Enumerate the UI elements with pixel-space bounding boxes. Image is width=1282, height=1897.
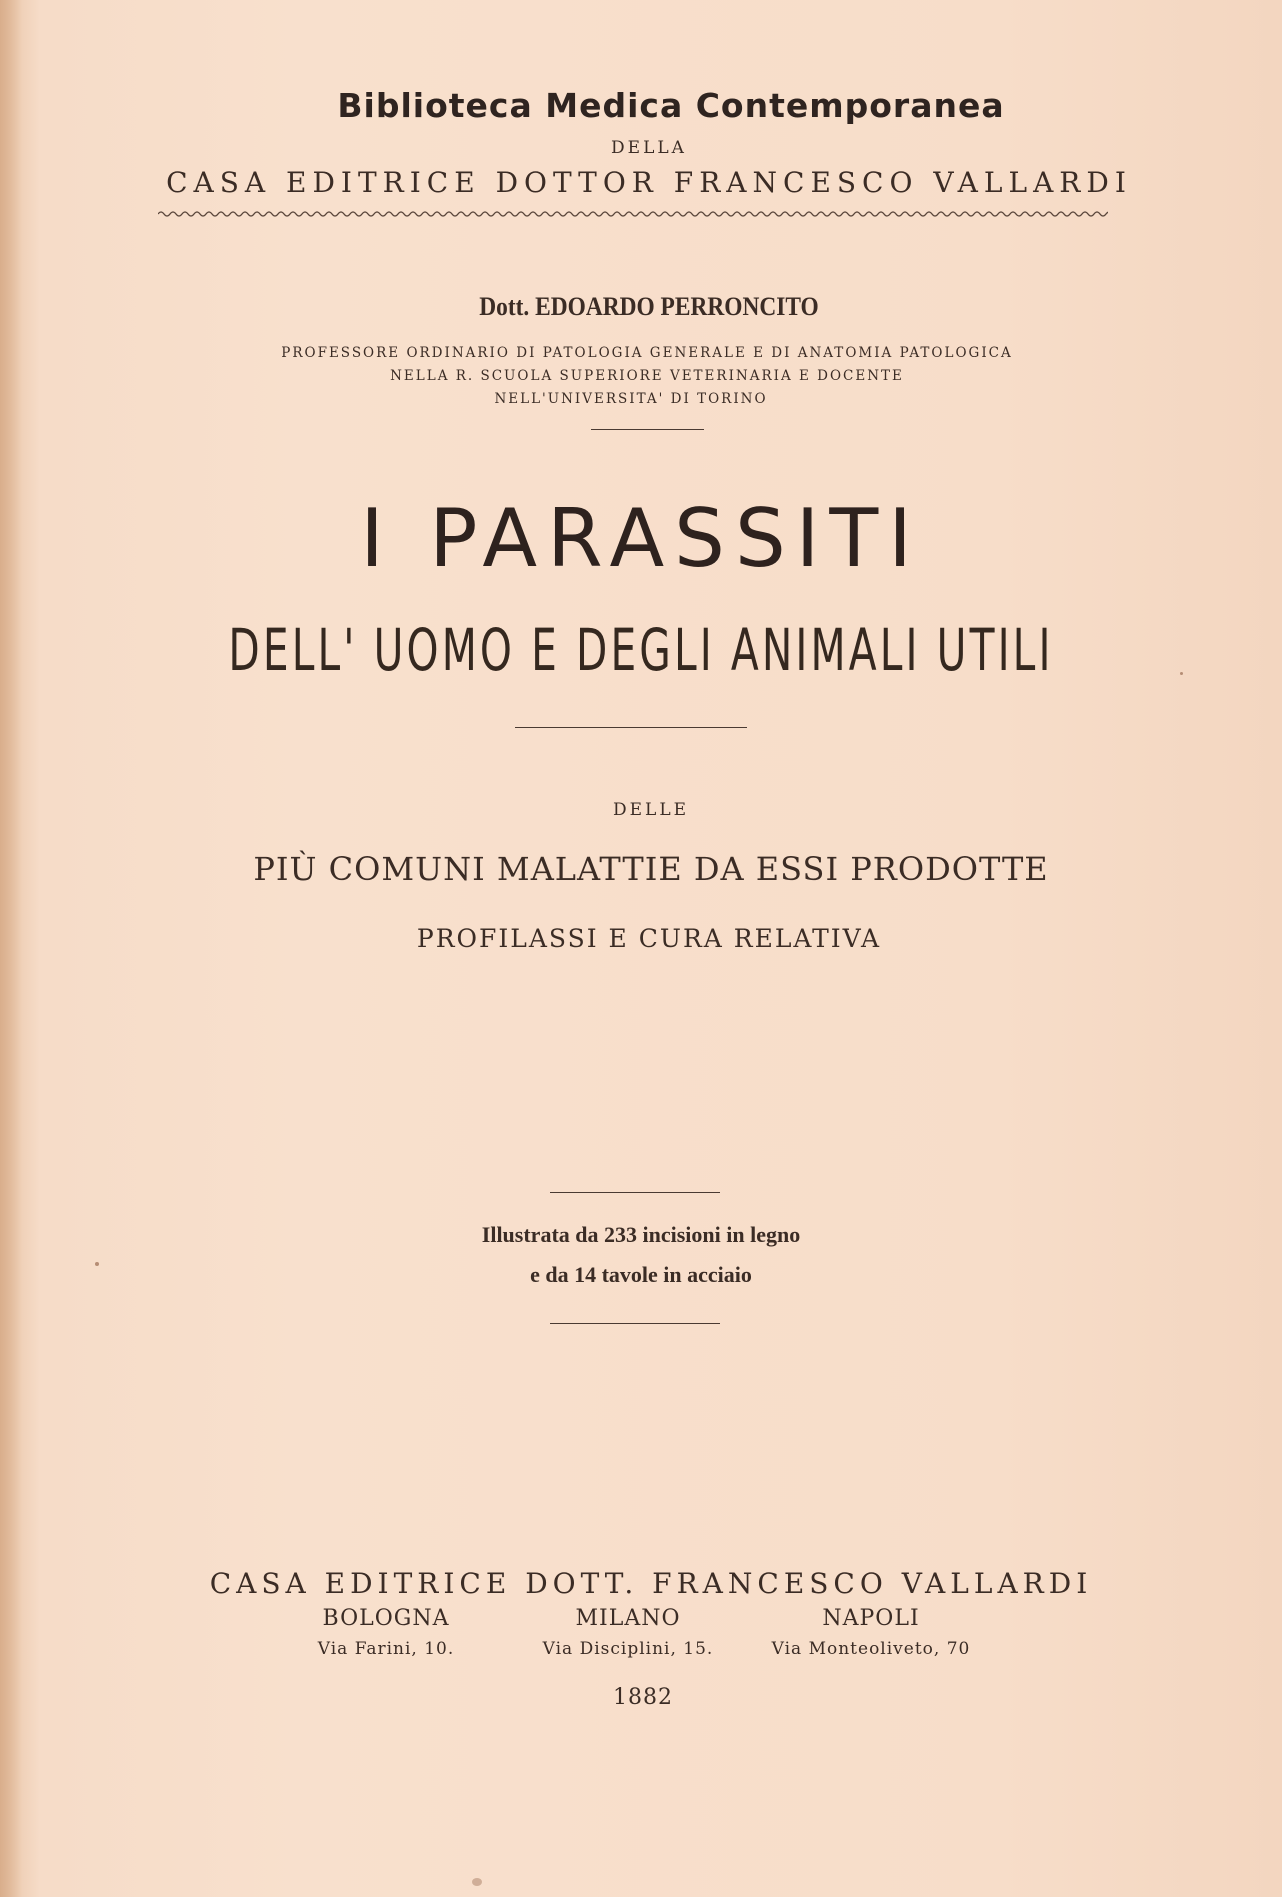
city-address: Via Monteoliveto, 70 xyxy=(771,1639,971,1659)
city-bologna xyxy=(256,1606,516,1659)
city-name: MILANO xyxy=(575,1606,681,1631)
publication-year: 1882 xyxy=(613,1685,673,1710)
city-name: NAPOLI xyxy=(822,1606,920,1631)
author-name: Dott. EDOARDO PERRONCITO xyxy=(479,292,819,321)
city-name: BOLOGNA xyxy=(322,1606,450,1631)
illustrations-line-2: e da 14 tavole in acciaio xyxy=(530,1262,752,1287)
divider-rule-2 xyxy=(515,727,747,728)
author-credential-1: PROFESSORE ORDINARIO DI PATOLOGIA GENERALE E DI ANATOMIA PATOLOGICA xyxy=(281,345,1013,361)
delle-label: DELLE xyxy=(612,800,690,820)
illustrations-line-1: Illustrata da 233 incisioni in legno xyxy=(481,1222,801,1247)
author-credential-3: NELL'UNIVERSITA' DI TORINO xyxy=(494,391,768,407)
city-address: Via Disciplini, 15. xyxy=(542,1639,714,1659)
author-credential-2: NELLA R. SCUOLA SUPERIORE VETERINARIA E DOCENTE xyxy=(390,368,904,384)
divider-rule-4 xyxy=(550,1323,720,1324)
subject-line: PIÙ COMUNI MALATTIE DA ESSI PRODOTTE xyxy=(253,850,1049,888)
prophylaxis-line: PROFILASSI E CURA RELATIVA xyxy=(416,924,882,953)
city-address: Via Farini, 10. xyxy=(317,1639,455,1659)
main-title: I PARASSITI xyxy=(360,492,922,585)
city-napoli xyxy=(741,1606,1001,1659)
imprint-cities xyxy=(0,1606,1282,1676)
paper-speck xyxy=(95,1262,99,1266)
paper-speck xyxy=(472,1878,482,1886)
publisher-header: CASA EDITRICE DOTTOR FRANCESCO VALLARDI xyxy=(166,166,1132,199)
imprint-publisher: CASA EDITRICE DOTT. FRANCESCO VALLARDI xyxy=(209,1567,1093,1600)
della-label: DELLA xyxy=(611,138,687,158)
series-title: Biblioteca Medica Contemporanea xyxy=(337,86,1005,125)
subtitle: DELL' UOMO E DEGLI ANIMALI UTILI xyxy=(228,616,1054,684)
divider-rule-3 xyxy=(550,1192,720,1193)
divider-rule-1 xyxy=(591,429,704,430)
wavy-rule xyxy=(158,207,1108,221)
city-milano xyxy=(498,1606,758,1659)
paper-speck xyxy=(1180,672,1183,675)
